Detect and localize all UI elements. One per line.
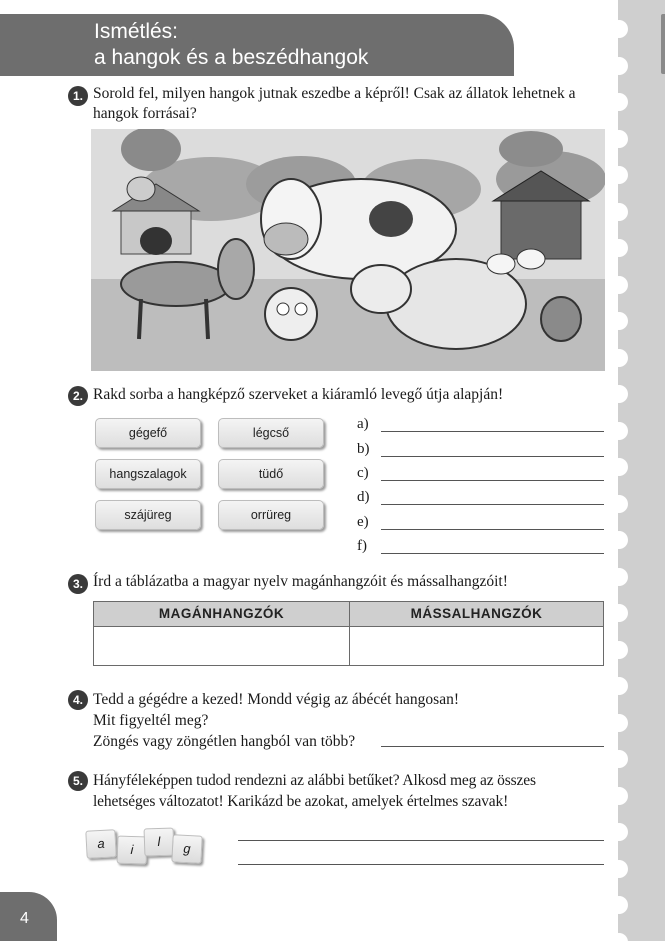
farm-animals-illustration bbox=[91, 129, 605, 371]
table-header-rule bbox=[94, 626, 603, 627]
task3-number: 3. bbox=[68, 574, 88, 594]
task3-text: Írd a táblázatba a magyar nyelv magánhangzóit és mássalhangzóit! bbox=[93, 573, 508, 590]
table-header-vowels: MAGÁNHANGZÓK bbox=[94, 602, 349, 626]
page-tab-edge bbox=[661, 14, 665, 74]
task5-line1: Hányféleképpen tudod rendezni az alábbi betűket? Alkosd meg az összes bbox=[93, 772, 536, 789]
binding-hole bbox=[610, 531, 628, 549]
task5-line2: lehetséges változatot! Karikázd be azokat, amelyek értelmes szavak! bbox=[93, 793, 509, 810]
answer-letter-d: d) bbox=[357, 489, 370, 505]
binding-hole bbox=[610, 312, 628, 330]
binding-hole bbox=[610, 422, 628, 440]
binding-hole bbox=[610, 787, 628, 805]
farm-scene-drawing bbox=[91, 129, 605, 371]
answer-line-d[interactable] bbox=[381, 504, 604, 505]
answer-letter-e: e) bbox=[357, 514, 369, 530]
organ-card-hangszalagok[interactable]: hangszalagok bbox=[95, 459, 201, 489]
letter-card-l[interactable]: l bbox=[144, 827, 175, 856]
binding-hole bbox=[610, 385, 628, 403]
binding-hole bbox=[610, 458, 628, 476]
vowels-cell[interactable] bbox=[96, 629, 346, 663]
binding-hole bbox=[610, 714, 628, 732]
answer-letter-a: a) bbox=[357, 416, 369, 432]
consonants-cell[interactable] bbox=[353, 629, 601, 663]
task2-number: 2. bbox=[68, 386, 88, 406]
task4-number: 4. bbox=[68, 690, 88, 710]
binding-hole bbox=[610, 93, 628, 111]
header-title-line2: a hangok és a beszédhangok bbox=[94, 46, 369, 69]
task5-number: 5. bbox=[68, 771, 88, 791]
binding-hole bbox=[610, 641, 628, 659]
answer-line-f[interactable] bbox=[381, 553, 604, 554]
binding-hole bbox=[610, 239, 628, 257]
answer-line-e[interactable] bbox=[381, 529, 604, 530]
table-divider bbox=[349, 602, 350, 665]
task4-answer-line[interactable] bbox=[381, 746, 604, 747]
answer-line-b[interactable] bbox=[381, 456, 604, 457]
task4-line3: Zöngés vagy zöngétlen hangból van több? bbox=[93, 733, 356, 750]
task1-text-line2: hangok forrásai? bbox=[93, 105, 197, 122]
organ-card-orrureg[interactable]: orrüreg bbox=[218, 500, 324, 530]
binding-hole bbox=[610, 203, 628, 221]
binding-hole bbox=[610, 677, 628, 695]
answer-line-c[interactable] bbox=[381, 480, 604, 481]
letter-card-a[interactable]: a bbox=[85, 829, 116, 859]
binding-hole bbox=[610, 20, 628, 38]
binding-hole bbox=[610, 166, 628, 184]
task5-answer-line-2[interactable] bbox=[238, 864, 604, 865]
answer-letter-f: f) bbox=[357, 538, 367, 554]
binding-hole bbox=[610, 750, 628, 768]
answer-letter-c: c) bbox=[357, 465, 369, 481]
task4-line1: Tedd a gégédre a kezed! Mondd végig az ábécét hangosan! bbox=[93, 691, 460, 708]
organ-card-szajureg[interactable]: szájüreg bbox=[95, 500, 201, 530]
answer-letter-b: b) bbox=[357, 441, 370, 457]
binding-strip bbox=[618, 0, 665, 941]
header-title-line1: Ismétlés: bbox=[94, 20, 179, 43]
organ-card-gegefo[interactable]: gégefő bbox=[95, 418, 201, 448]
binding-hole bbox=[610, 495, 628, 513]
binding-hole bbox=[610, 276, 628, 294]
binding-hole bbox=[610, 604, 628, 622]
table-header-consonants: MÁSSALHANGZÓK bbox=[350, 602, 603, 626]
binding-hole bbox=[610, 349, 628, 367]
binding-hole bbox=[610, 896, 628, 914]
binding-hole bbox=[610, 568, 628, 586]
page-number: 4 bbox=[20, 910, 29, 927]
letter-card-g[interactable]: g bbox=[171, 834, 202, 864]
vowel-consonant-table bbox=[93, 601, 604, 666]
binding-hole bbox=[610, 57, 628, 75]
task5-answer-line-1[interactable] bbox=[238, 840, 604, 841]
task1-number: 1. bbox=[68, 86, 88, 106]
binding-hole bbox=[610, 933, 628, 951]
page-number-tab bbox=[0, 892, 57, 941]
task4-line2: Mit figyeltél meg? bbox=[93, 712, 209, 729]
binding-hole bbox=[610, 130, 628, 148]
chapter-header bbox=[0, 14, 514, 76]
task1-text-line1: Sorold fel, milyen hangok jutnak eszedbe a képről! Csak az állatok lehetnek a bbox=[93, 85, 576, 102]
organ-card-tudo[interactable]: tüdő bbox=[218, 459, 324, 489]
organ-card-legcso[interactable]: légcső bbox=[218, 418, 324, 448]
task2-text: Rakd sorba a hangképző szerveket a kiáramló levegő útja alapján! bbox=[93, 386, 504, 403]
answer-line-a[interactable] bbox=[381, 431, 604, 432]
letter-card-i[interactable]: i bbox=[117, 835, 148, 864]
binding-hole bbox=[610, 860, 628, 878]
binding-hole bbox=[610, 823, 628, 841]
